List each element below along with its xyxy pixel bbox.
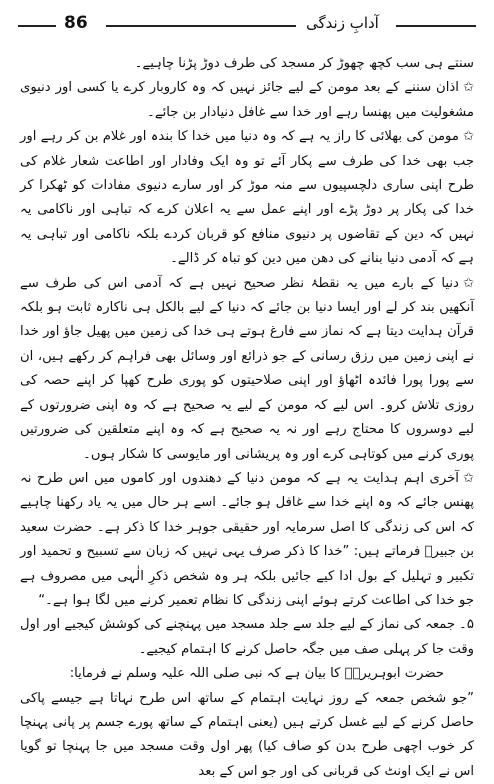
paragraph-4 — [20, 272, 474, 467]
page-body — [20, 52, 474, 779]
star-bullet-icon: ✩ — [462, 80, 474, 96]
star-bullet-icon: ✩ — [462, 275, 474, 291]
paragraph-4-text: دنیا کے بارے میں یہ نقطۂ نظر صحیح نہیں ہے کہ آدمی اس کی طرف سے آنکھیں بند کر لے اور ایسا دنیا بن جائے کہ دنیا کے لیے بالکل ہی ناکارہ ثابت ہو بلکہ قرآن ہدایت دیتا ہے کہ نماز سے فارغ ہوتے ہی خدا کی زمین میں پھیل جاؤ اور خدا نے اپنی زمین میں رزق رسانی کے جو ذرائع اور وسائل بھی فراہم کر رکھے ہیں، ان سے پورا پورا فائدہ اٹھاؤ اور اپنی صلاحیتوں کو پوری طرح کھپا کر اپنے حصہ کی روزی تلاش کرو۔ اس لیے کہ مومن کے لیے یہ صحیح ہے کہ وہ اپنی ضرورتوں کے لیے دوسروں کا محتاج رہے اور نہ یہ صحیح ہے کہ وہ اپنے متعلقین کی ضرورتیں پوری کرنے میں کوتاہی کرے اور وہ پریشانی اور مایوسی کا شکار ہوں۔ — [20, 275, 474, 462]
paragraph-5 — [20, 467, 474, 613]
paragraph-6: ۵۔ جمعہ کی نماز کے لیے جلد سے جلد مسجد میں پہنچنے کی کوشش کیجیے اور اول وقت جا کر پہلی صف میں جگہ حاصل کرنے کا اہتمام کیجیے۔ — [20, 617, 474, 657]
paragraph-5-text: آخری اہم ہدایت یہ ہے کہ مومن دنیا کے دھندوں اور کاموں میں اس طرح نہ پھنس جائے کہ وہ اپنے خدا سے غافل ہو جائے۔ اسے ہر حال میں یہ یاد رکھنا چاہیے کہ اس کی زندگی کا اصل سرمایہ اور حقیقی جوہر خدا کا ذکر ہے۔ حضرت سعید بن جبیرؓ فرماتے ہیں: ”خدا کا ذکر صرف یہی نہیں کہ زبان سے تسبیح و تحمید اور تکبیر و تہلیل کے بول ادا کیے جائیں بلکہ ہر وہ شخص ذکرِ الٰہی میں مصروف ہے جو خدا کی اطاعت کرتے ہوئے اپنی زندگی کا نظام تعمیر کرنے میں لگا ہوا ہے۔“ — [20, 470, 474, 608]
paragraph-2-text: اذان سننے کے بعد مومن کے لیے جائز نہیں کہ وہ کاروبار کرے یا کسی اور دنیوی مشغولیت میں پھنسا رہے اور خدا سے غافل دنیادار بن جائے۔ — [20, 80, 474, 120]
hadith-quote: ”جو شخص جمعہ کے روز نہایت اہتمام کے ساتھ اس طرح نہاتا ہے جیسے پاکی حاصل کرنے کے لیے غسل کرتے ہیں (یعنی اہتمام کے ساتھ پورے جسم پر پانی پہنچا کر خوب اچھی طرح بدن کو صاف کیا) پھر اول وقت مسجد میں جا پہنچا تو گویا اس نے ایک اونٹ کی قربانی کی اور جو اس کے بعد — [20, 690, 474, 779]
header-rule-left — [18, 25, 56, 27]
book-title: آدابِ زندگی — [306, 14, 379, 32]
paragraph-3-text: مومن کی بھلائی کا راز یہ ہے کہ وہ دنیا میں خدا کا بندہ اور غلام بن کر رہے اور جب بھی خدا کی طرف سے پکار آئے تو وہ ایک وفادار اور اطاعت شعار غلام کی طرح اپنی ساری دلچسپیوں سے منہ موڑ کر اور سارے دنیوی مفادات کو ٹھکرا کر خدا کی پکار پر دوڑ پڑے اور اپنے عمل سے یہ اعلان کرے کہ تباہی اور ناکامی یہ نہیں کہ دین کے تقاضوں پر دنیوی منافع کو قربان کردے بلکہ ناکامی اور تباہی یہ ہے کہ آدمی دنیا بنانے کی دھن میں دین کو تباہ کر ڈالے۔ — [20, 129, 474, 267]
star-bullet-icon: ✩ — [462, 470, 474, 486]
hadith-intro: حضرت ابوہریرہؓ کا بیان ہے کہ نبی صلی اللہ علیہ وسلم نے فرمایا: — [69, 666, 444, 682]
paragraph-1: سنتے ہی سب کچھ چھوڑ کر مسجد کی طرف دوڑ پڑنا چاہیے۔ — [134, 56, 474, 71]
paragraph-2 — [20, 76, 474, 125]
header-rule-right — [396, 25, 476, 27]
page-header — [18, 10, 476, 44]
paragraph-3 — [20, 125, 474, 271]
header-rule-middle — [106, 25, 296, 27]
page-number: 86 — [64, 13, 88, 33]
star-bullet-icon: ✩ — [462, 129, 474, 145]
